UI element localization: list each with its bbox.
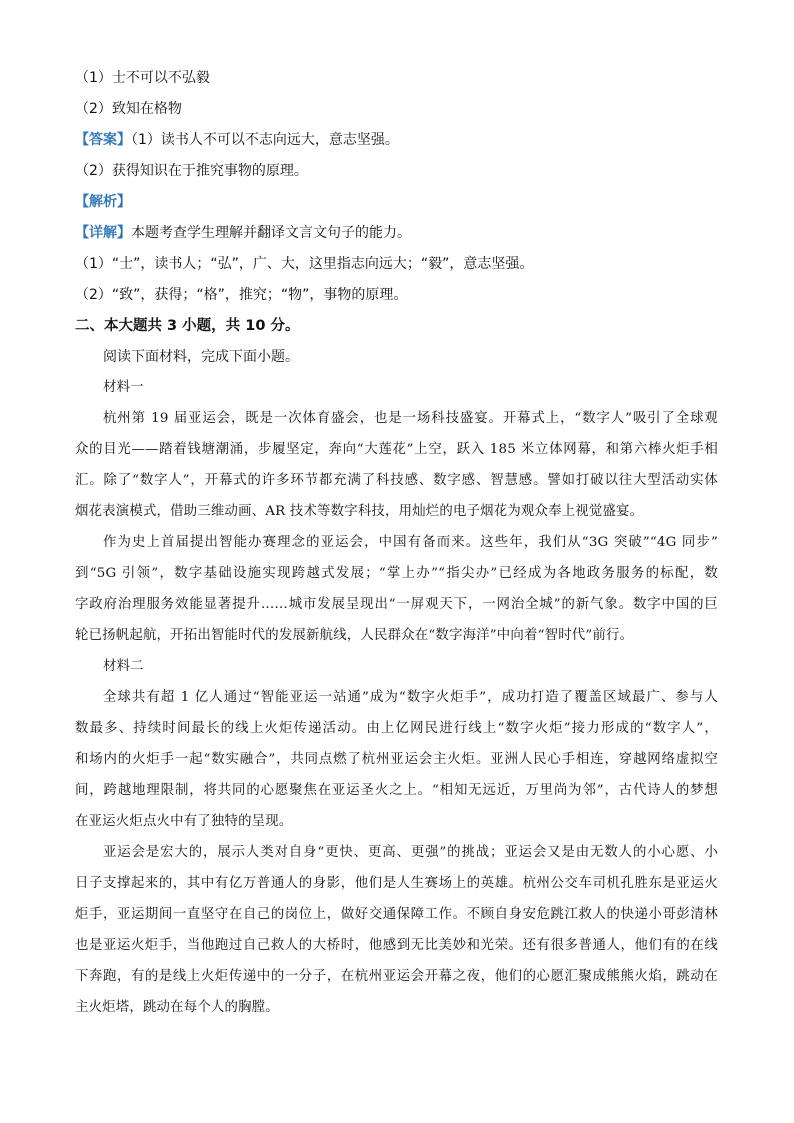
detail-text: 本题考查学生理解并翻译文言文句子的能力。 (131, 225, 411, 241)
material-2-p1-line: 和场内的火炬手一起“数实融合”，共同点燃了杭州亚运会主火炬。亚洲人民心手相连，穿越网络虚拟空 (75, 752, 718, 767)
section-title: 二、本大题共 3 小题，共 10 分。 (75, 318, 300, 334)
answer-text-1: （1）读书人不可以不志向远大，意志坚强。 (131, 132, 399, 148)
material-2-p2-line: 日子支撑起来的，其中有亿万普通人的身影，他们是人生赛场上的英雄。杭州公交车司机孔胜东是亚运火 (75, 876, 718, 891)
question-2: （2）致知在格物 (75, 101, 182, 117)
analysis-tag: 【解析】 (75, 194, 131, 210)
material-1-p1-line: 烟花表演模式，借助三维动画、AR 技术等数字科技，用灿烂的电子烟花为观众奉上视觉盛宴。 (75, 504, 644, 519)
material-1-p2-line: 到“5G 引领”，数字基础设施实现跨越式发展；“掌上办”“指尖办”已经成为各地政务服务的标配，数 (75, 566, 718, 581)
material-2-p2-line: 主火炬塔，跳动在每个人的胸膛。 (75, 1000, 279, 1015)
material-2-label: 材料二 (103, 659, 144, 674)
answer-line-1 (75, 130, 399, 150)
section-instruction: 阅读下面材料，完成下面小题。 (103, 349, 299, 365)
material-2-p2-line: 下奔跑，有的是线上火炬传递中的一分子，在杭州亚运会开幕之夜，他们的心愿汇聚成熊熊火焰，跳动在 (75, 969, 718, 984)
material-1-label: 材料一 (103, 380, 144, 395)
material-1-p1-line: 汇。除了“数字人”，开幕式的许多环节都充满了科技感、数字感、智慧感。譬如打破以往大型活动实体 (75, 473, 718, 488)
material-2-p1-line: 全球共有超 1 亿人通过“智能亚运一站通”成为“数字火炬手”，成功打造了覆盖区域最广、参与人 (103, 690, 718, 705)
material-2-p1-line: 在亚运火炬点火中有了独特的呈现。 (75, 814, 293, 829)
material-2-p1-line: 数最多、持续时间最长的线上火炬传递活动。由上亿网民进行线上“数字火炬”接力形成的“数字人”， (75, 721, 718, 736)
question-1: （1）士不可以不弘毅 (75, 70, 210, 86)
material-1-p2-line: 字政府治理服务效能显著提升……城市发展呈现出“一屏观天下，一网治全城”的新气象。数字中国的巨 (75, 597, 718, 612)
answer-tag: 【答案】 (75, 132, 131, 148)
detail-tag: 【详解】 (75, 225, 131, 241)
material-2-p1-line: 间，跨越地理限制，将共同的心愿聚焦在亚运圣火之上。“相知无远近，万里尚为邻”，古代诗人的梦想 (75, 783, 718, 798)
material-2-p2-line: 亚运会是宏大的，展示人类对自身“更快、更高、更强”的挑战；亚运会又是由无数人的小心愿、小 (103, 845, 718, 860)
material-1-p2-line: 轮已扬帆起航，开拓出智能时代的发展新航线，人民群众在“数字海洋”中向着“智时代”前行。 (75, 628, 634, 643)
detail-line-1: （1）“士”，读书人；“弘”，广、大，这里指志向远大；“毅”，意志坚强。 (75, 256, 534, 272)
material-2-p2-line: 炬手，亚运期间一直坚守在自己的岗位上，做好交通保障工作。不顾自身安危跳江救人的快递小哥彭清林 (75, 907, 718, 922)
detail-line (75, 223, 411, 243)
answer-line-2: （2）获得知识在于推究事物的原理。 (75, 163, 308, 179)
material-1-p2-line: 作为史上首届提出智能办赛理念的亚运会，中国有备而来。这些年，我们从“3G 突破”“4G 同步” (103, 535, 718, 550)
material-1-p1-line: 杭州第 19 届亚运会，既是一次体育盛会，也是一场科技盛宴。开幕式上，“数字人”吸引了全球观 (103, 411, 718, 426)
material-1-p1-line: 众的目光——踏着钱塘潮涌，步履坚定，奔向“大莲花”上空，跃入 185 米立体网幕，和第六棒火炬手相 (75, 442, 718, 457)
material-2-p2-line: 也是亚运火炬手，当他跑过自己救人的大桥时，他感到无比美妙和光荣。还有很多普通人，他们有的在线 (75, 938, 718, 953)
detail-line-2: （2）“致”，获得；“格”，推究；“物”，事物的原理。 (75, 287, 408, 303)
